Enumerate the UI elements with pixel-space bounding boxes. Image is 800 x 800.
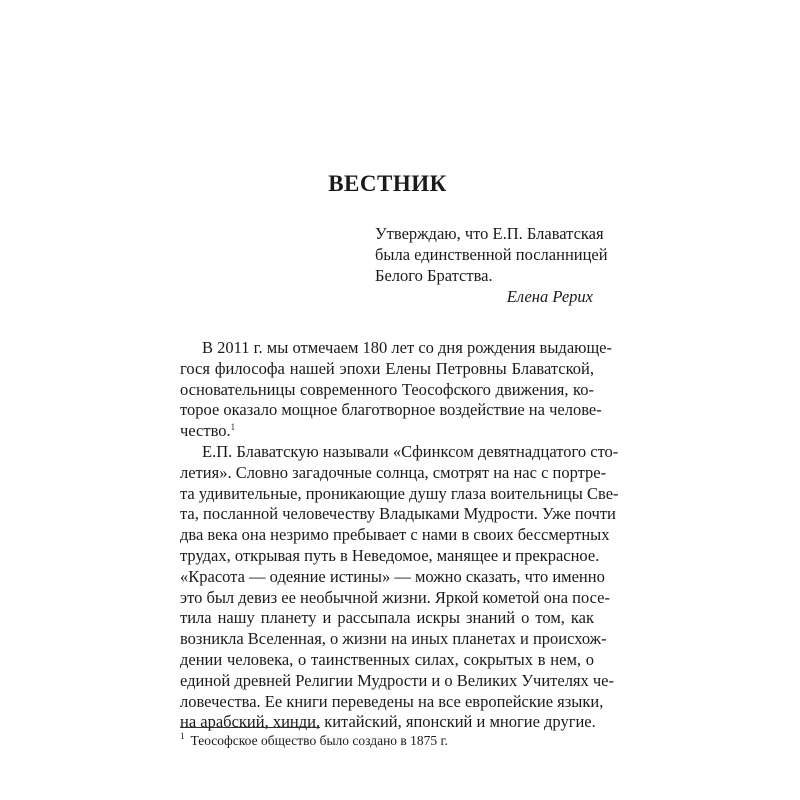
footnote-marker: 1: [180, 731, 185, 741]
text-line: единой древней Религии Мудрости и о Великих Учителях че-: [180, 670, 615, 690]
epigraph-author: Елена Рерих: [506, 287, 593, 306]
text-line: В 2011 г. мы отмечаем 180 лет со дня рождения выдающе-: [202, 338, 612, 357]
footnote-divider: [180, 727, 320, 728]
text-line: та удивительные, проникающие душу глаза воительницы Све-: [180, 483, 619, 503]
text-line: торое оказало мощное благотворное воздействие на челове-: [180, 400, 602, 420]
paragraph-2: [180, 441, 619, 733]
text-line: летия». Словно загадочные солнца, смотрят на нас с портре-: [180, 462, 607, 482]
text-line: это был девиз ее необычной жизни. Яркой кометой она посе-: [180, 587, 610, 607]
epigraph-line: Белого Братства.: [375, 266, 493, 285]
text-line: дении человека, о таинственных силах, сокрытых в нем, о: [180, 649, 594, 669]
text-line: тила нашу планету и рассыпала искры знаний о том, как: [180, 608, 594, 628]
text-line: Е.П. Блаватскую называли «Сфинксом девятнадцатого сто-: [202, 441, 619, 461]
paragraph-1: [180, 338, 612, 442]
text-line: гося философа нашей эпохи Елены Петровны Блаватской,: [180, 358, 594, 378]
text-line: основательницы современного Теософского движения, ко-: [180, 379, 594, 399]
body-text: [180, 338, 619, 733]
epigraph-line: была единственной посланницей: [375, 245, 608, 264]
footnote-text: Теософское общество было создано в 1875 г.: [190, 733, 448, 748]
footnote: [180, 733, 448, 749]
epigraph: [375, 223, 608, 307]
text-line: [180, 421, 594, 442]
text-line: ловечества. Ее книги переведены на все европейские языки,: [180, 691, 604, 711]
text-line: трудах, открывая путь в Неведомое, манящее и прекрасное.: [180, 545, 600, 565]
text-line: два века она незримо пребывает с нами в своих бессмертных: [180, 525, 610, 545]
epigraph-line: Утверждаю, что Е.П. Блаватская: [375, 224, 604, 243]
footnote-ref[interactable]: 1: [230, 422, 236, 433]
text-line: та, посланной человечеству Владыками Мудрости. Уже почти: [180, 504, 616, 524]
text-line: «Красота — одеяние истины» — можно сказать, что именно: [180, 566, 605, 586]
text-line: на арабский, хинди, китайский, японский и многие другие.: [180, 712, 596, 732]
text-line: возникла Вселенная, о жизни на иных планетах и происхож-: [180, 629, 607, 649]
text-line-content: чество.: [180, 421, 231, 441]
page-title: ВЕСТНИК: [328, 171, 447, 196]
